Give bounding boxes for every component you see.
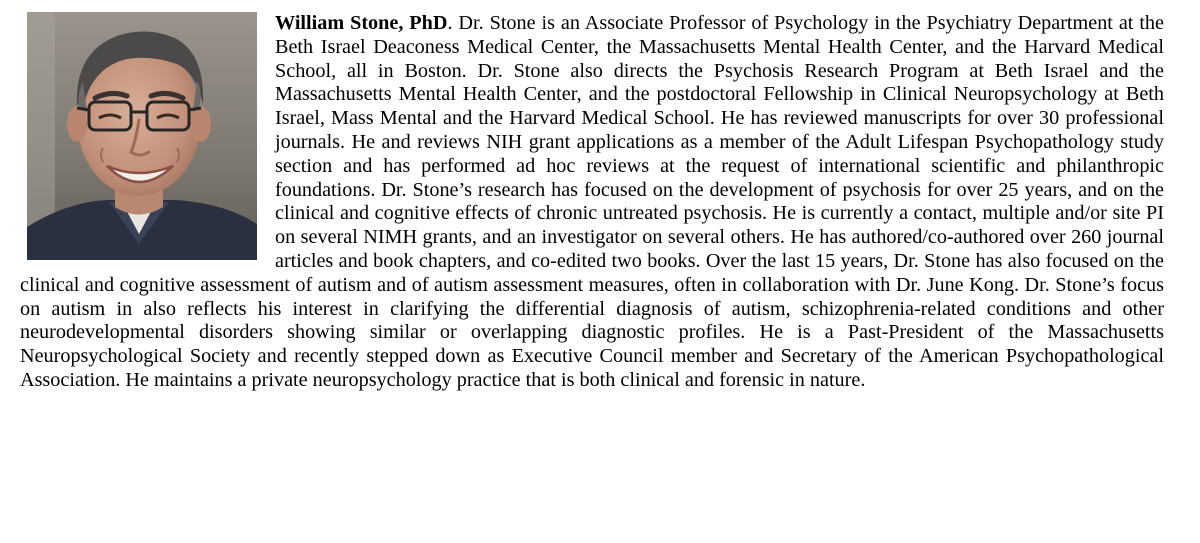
portrait-photo — [27, 12, 257, 260]
bio-paragraph — [20, 12, 1164, 393]
bio-text: . Dr. Stone is an Associate Professor of Psychology in the Psychiatry Department at the Beth Israel Deaconess Medical Center, the Massachusetts Mental Health Center, and the Harvard Medical School, all in Boston. Dr. Stone also directs the Psychosis Research Program at Beth Israel and the Massachusetts Mental Health Center, and the postdoctoral Fellowship in Clinical Neuropsychology at Beth Israel, Mass Mental and the Harvard Medical School. He has reviewed manuscripts for over 30 professional journals. He and reviews NIH grant applications as a member of the Adult Lifespan Psychopathology study section and has performed ad hoc reviews at the request of international scientific and philanthropic foundations. Dr. Stone’s research has focused on the development of psychosis for over 25 years, and on the clinical and cognitive effects of chronic untreated psychosis. He is currently a contact, multiple and/or site PI on several NIMH grants, and an investigator on several others. He has authored/co-authored over 260 journal articles and book chapters, and co-edited two books. Over the last 15 years, Dr. Stone has also focused on the clinical and cognitive assessment of autism and of autism assessment measures, often in collaboration with Dr. June Kong. Dr. Stone’s focus on autism in also reflects his interest in clarifying the differential diagnosis of autism, schizophrenia-related conditions and other neurodevelopmental disorders showing similar or overlapping diagnostic profiles. He is a Past-President of the Massachusetts Neuropsychological Society and recently stepped down as Executive Council member and Secretary of the American Psychopathological Association. He maintains a private neuropsychology practice that is both clinical and forensic in nature. — [20, 12, 1164, 391]
person-name: William Stone, PhD — [275, 12, 448, 34]
portrait-illustration — [27, 12, 257, 260]
